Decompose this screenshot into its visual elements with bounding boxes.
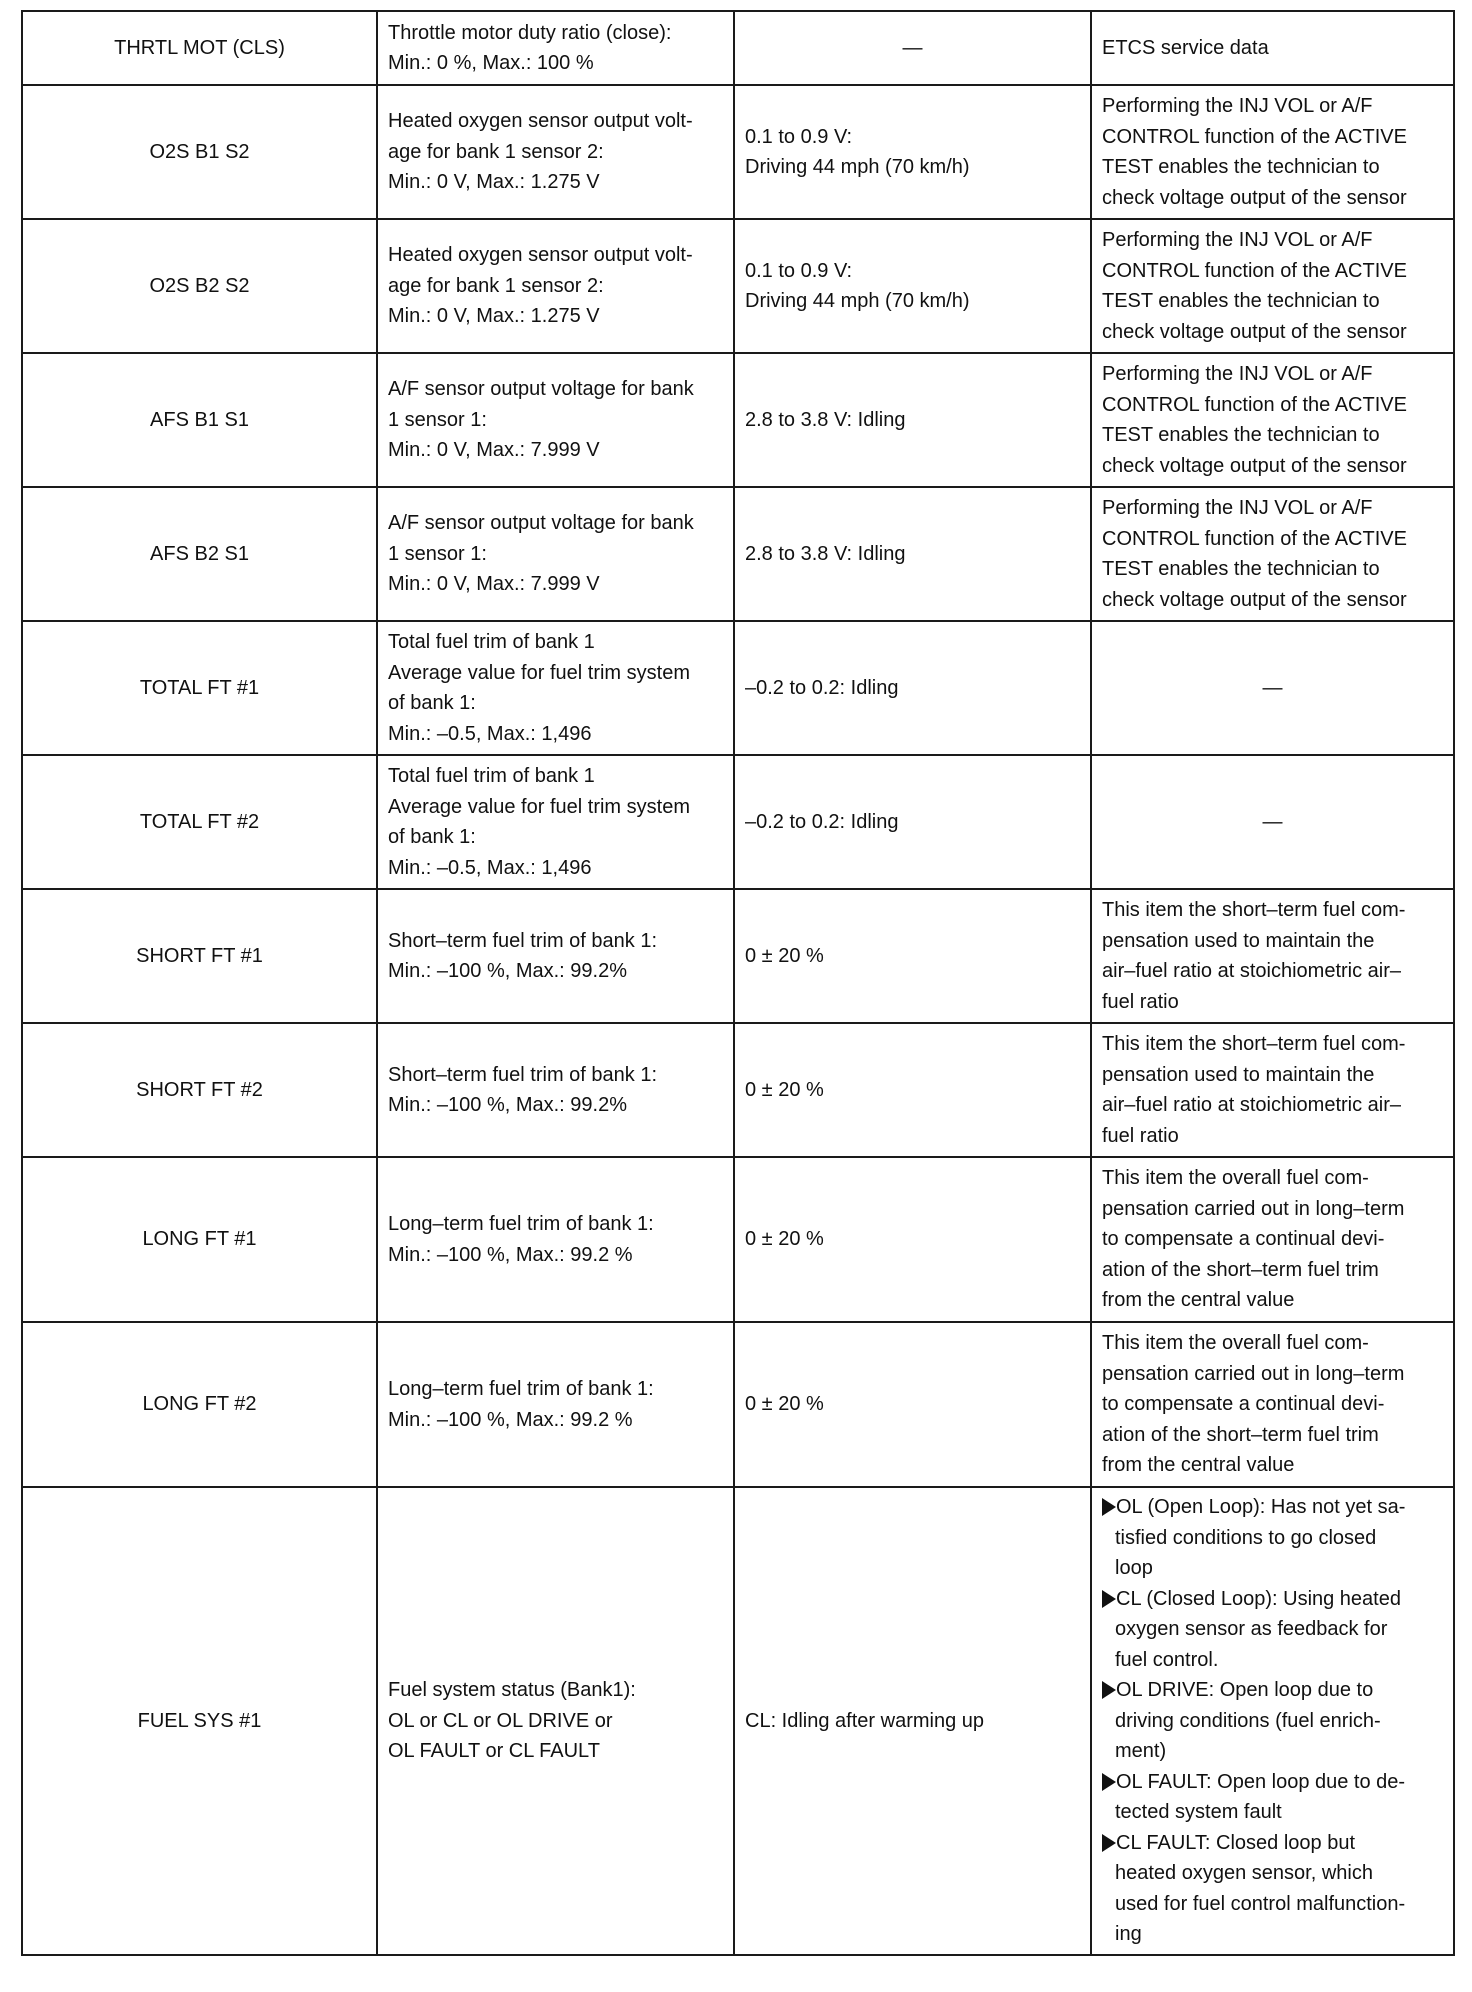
measurement-item-line: of bank 1: xyxy=(388,692,476,714)
table-row xyxy=(22,1487,1454,1955)
diagnostic-note-cell xyxy=(1091,219,1454,353)
measurement-item-cell xyxy=(377,1023,734,1157)
measurement-item-line: Min.: 0 V, Max.: 7.999 V xyxy=(388,439,600,462)
normal-condition-cell xyxy=(734,1322,1091,1487)
diagnostic-note-cell xyxy=(1091,1157,1454,1322)
diagnostic-note-line: ation of the short–term fuel trim xyxy=(1102,1258,1379,1281)
bullet-item-continuation xyxy=(1102,1614,1443,1645)
bullet-text: ment) xyxy=(1115,1740,1167,1763)
diagnostic-note-line: Performing the INJ VOL or A/F xyxy=(1102,497,1373,519)
normal-condition-line: Driving 44 mph (70 km/h) xyxy=(745,156,970,178)
diagnostic-note-line: This item the short–term fuel com- xyxy=(1102,899,1406,921)
normal-condition-line: 0 ± 20 % xyxy=(745,1228,824,1251)
table-row xyxy=(22,1023,1454,1157)
item-name: THRTL MOT (CLS) xyxy=(114,36,285,59)
diagnostic-note-line: This item the overall fuel com- xyxy=(1102,1167,1369,1190)
diagnostic-note-line: CONTROL function of the ACTIVE xyxy=(1102,125,1407,148)
diagnostic-note-line: TEST enables the technician to xyxy=(1102,424,1380,446)
item-name-cell xyxy=(22,353,377,487)
table-row xyxy=(22,353,1454,487)
diagnostic-note-line: TEST enables the technician to xyxy=(1102,290,1380,312)
item-name-cell xyxy=(22,1023,377,1157)
measurement-item-line: Min.: –100 %, Max.: 99.2 % xyxy=(388,1243,633,1266)
diagnostic-note-cell xyxy=(1091,889,1454,1023)
bullet-item-continuation xyxy=(1102,1645,1443,1676)
bullet-item-continuation xyxy=(1102,1858,1443,1889)
item-name: TOTAL FT #2 xyxy=(139,810,260,833)
triangle-bullet-icon xyxy=(1102,1681,1116,1699)
item-name: SHORT FT #1 xyxy=(136,944,263,967)
normal-condition-line: 2.8 to 3.8 V: Idling xyxy=(745,542,906,565)
normal-condition-line: 0 ± 20 % xyxy=(745,1078,824,1101)
diagnostic-note-line: Performing the INJ VOL or A/F xyxy=(1102,363,1373,385)
item-name-cell xyxy=(22,755,377,889)
diagnostic-note-line: — xyxy=(1262,676,1283,699)
normal-condition-line: 0 ± 20 % xyxy=(745,1393,824,1416)
bullet-item xyxy=(1102,1584,1443,1615)
normal-condition-line: 0.1 to 0.9 V: xyxy=(745,125,853,148)
measurement-item-line: age for bank 1 sensor 2: xyxy=(388,274,604,297)
diagnostic-note-line: TEST enables the technician to xyxy=(1102,156,1380,178)
measurement-item-line: Short–term fuel trim of bank 1: xyxy=(388,1063,658,1086)
measurement-item-line: Long–term fuel trim of bank 1: xyxy=(388,1378,654,1400)
diagnostic-note-line: check voltage output of the sensor xyxy=(1102,186,1407,209)
diagnostic-note-cell xyxy=(1091,353,1454,487)
diagnostic-note-cell xyxy=(1091,487,1454,621)
normal-condition-line: –0.2 to 0.2: Idling xyxy=(745,676,899,699)
diagnostic-note-cell xyxy=(1091,621,1454,755)
measurement-item-line: Min.: 0 V, Max.: 1.275 V xyxy=(388,305,600,328)
item-name: LONG FT #2 xyxy=(142,1393,257,1416)
measurement-item-line: Short–term fuel trim of bank 1: xyxy=(388,929,658,952)
bullet-text: heated oxygen sensor, which xyxy=(1115,1862,1373,1885)
normal-condition-cell xyxy=(734,1023,1091,1157)
measurement-item-line: OL FAULT or CL FAULT xyxy=(388,1740,600,1763)
measurement-item-line: Average value for fuel trim system xyxy=(388,795,690,818)
measurement-item-line: Heated oxygen sensor output volt- xyxy=(388,244,693,267)
triangle-bullet-icon xyxy=(1102,1590,1116,1608)
measurement-item-cell xyxy=(377,755,734,889)
bullet-item-continuation xyxy=(1102,1889,1443,1920)
bullet-item-continuation xyxy=(1102,1736,1443,1767)
normal-condition-line: 2.8 to 3.8 V: Idling xyxy=(745,408,906,431)
diagnostic-note-line: pensation used to maintain the xyxy=(1102,1063,1375,1086)
measurement-item-cell xyxy=(377,219,734,353)
normal-condition-cell xyxy=(734,85,1091,219)
triangle-bullet-icon xyxy=(1102,1773,1116,1791)
diagnostic-note-line: — xyxy=(1262,810,1283,833)
diagnostic-note-line: fuel ratio xyxy=(1102,990,1179,1013)
table-body xyxy=(22,11,1454,1955)
item-name: O2S B2 S2 xyxy=(149,274,250,297)
diagnostic-note-line: check voltage output of the sensor xyxy=(1102,588,1407,611)
measurement-item-cell xyxy=(377,487,734,621)
diagnostic-note-line: TEST enables the technician to xyxy=(1102,558,1380,580)
bullet-text: driving conditions (fuel enrich- xyxy=(1115,1709,1381,1732)
normal-condition-cell xyxy=(734,1487,1091,1955)
normal-condition-line: Driving 44 mph (70 km/h) xyxy=(745,290,970,312)
diagnostic-note-line: to compensate a continual devi- xyxy=(1102,1393,1385,1416)
measurement-item-line: A/F sensor output voltage for bank xyxy=(388,378,694,401)
bullet-text: oxygen sensor as feedback for xyxy=(1115,1618,1388,1641)
data-list-table xyxy=(21,10,1455,1956)
diagnostic-note-line: ETCS service data xyxy=(1102,36,1269,59)
measurement-item-cell xyxy=(377,1322,734,1487)
item-name-cell xyxy=(22,621,377,755)
diagnostic-note-line: from the central value xyxy=(1102,1289,1295,1312)
triangle-bullet-icon xyxy=(1102,1834,1116,1852)
table-row xyxy=(22,621,1454,755)
measurement-item-line: Min.: 0 V, Max.: 7.999 V xyxy=(388,573,600,596)
table-row xyxy=(22,219,1454,353)
normal-condition-line: 0 ± 20 % xyxy=(745,944,824,967)
bullet-item xyxy=(1102,1767,1443,1798)
measurement-item-line: Long–term fuel trim of bank 1: xyxy=(388,1213,654,1235)
bullet-text: tected system fault xyxy=(1115,1801,1282,1824)
diagnostic-note-cell xyxy=(1091,85,1454,219)
normal-condition-cell xyxy=(734,219,1091,353)
diagnostic-note-cell xyxy=(1091,755,1454,889)
item-name-cell xyxy=(22,1322,377,1487)
measurement-item-cell xyxy=(377,85,734,219)
normal-condition-cell xyxy=(734,487,1091,621)
item-name: TOTAL FT #1 xyxy=(139,676,260,699)
measurement-item-line: Min.: –0.5, Max.: 1,496 xyxy=(388,722,592,745)
bullet-item xyxy=(1102,1828,1443,1859)
measurement-item-line: 1 sensor 1: xyxy=(388,542,487,565)
measurement-item-cell xyxy=(377,1157,734,1322)
diagnostic-note-line: pensation carried out in long–term xyxy=(1102,1197,1405,1220)
item-name: LONG FT #1 xyxy=(142,1228,257,1251)
bullet-item-continuation xyxy=(1102,1553,1443,1584)
bullet-item-continuation xyxy=(1102,1523,1443,1554)
bullet-item-continuation xyxy=(1102,1919,1443,1950)
item-name-cell xyxy=(22,219,377,353)
measurement-item-line: Min.: –100 %, Max.: 99.2% xyxy=(388,960,628,982)
measurement-item-cell xyxy=(377,1487,734,1955)
table-row xyxy=(22,85,1454,219)
measurement-item-line: age for bank 1 sensor 2: xyxy=(388,140,604,163)
item-name: SHORT FT #2 xyxy=(136,1078,263,1101)
diagnostic-note-line: CONTROL function of the ACTIVE xyxy=(1102,393,1407,416)
diagnostic-note-line: air–fuel ratio at stoichiometric air– xyxy=(1102,960,1402,982)
bullet-text: loop xyxy=(1115,1557,1153,1580)
triangle-bullet-icon xyxy=(1102,1498,1116,1516)
bullet-text: fuel control. xyxy=(1115,1648,1219,1671)
item-name: FUEL SYS #1 xyxy=(137,1709,262,1732)
measurement-item-line: Min.: 0 %, Max.: 100 % xyxy=(388,52,594,74)
bullet-text: OL FAULT: Open loop due to de- xyxy=(1116,1770,1406,1793)
diagnostic-note-cell xyxy=(1091,1322,1454,1487)
diagnostic-note-line: Performing the INJ VOL or A/F xyxy=(1102,229,1373,251)
normal-condition-cell xyxy=(734,889,1091,1023)
diagnostic-note-cell xyxy=(1091,1487,1454,1955)
table-row xyxy=(22,1322,1454,1487)
measurement-item-line: Heated oxygen sensor output volt- xyxy=(388,110,693,133)
diagnostic-note-line: This item the overall fuel com- xyxy=(1102,1332,1369,1355)
table-row xyxy=(22,1157,1454,1322)
measurement-item-line: Total fuel trim of bank 1 xyxy=(388,631,595,653)
table-row xyxy=(22,755,1454,889)
normal-condition-cell xyxy=(734,1157,1091,1322)
measurement-item-cell xyxy=(377,889,734,1023)
diagnostic-note-cell xyxy=(1091,1023,1454,1157)
table-row xyxy=(22,487,1454,621)
measurement-item-line: A/F sensor output voltage for bank xyxy=(388,512,694,535)
normal-condition-cell xyxy=(734,621,1091,755)
item-name: AFS B1 S1 xyxy=(150,408,249,431)
diagnostic-note-line: CONTROL function of the ACTIVE xyxy=(1102,259,1407,282)
measurement-item-line: OL or CL or OL DRIVE or xyxy=(388,1709,613,1732)
diagnostic-note-cell xyxy=(1091,11,1454,85)
measurement-item-line: Average value for fuel trim system xyxy=(388,661,690,684)
measurement-item-line: Min.: –100 %, Max.: 99.2% xyxy=(388,1094,628,1116)
item-name-cell xyxy=(22,487,377,621)
measurement-item-line: 1 sensor 1: xyxy=(388,408,487,431)
normal-condition-line: –0.2 to 0.2: Idling xyxy=(745,810,899,833)
item-name-cell xyxy=(22,11,377,85)
diagnostic-note-line: air–fuel ratio at stoichiometric air– xyxy=(1102,1094,1402,1116)
normal-condition-cell xyxy=(734,11,1091,85)
diagnostic-note-line: This item the short–term fuel com- xyxy=(1102,1033,1406,1055)
diagnostic-note-line: from the central value xyxy=(1102,1454,1295,1477)
bullet-text: tisfied conditions to go closed xyxy=(1115,1526,1377,1549)
normal-condition-line: 0.1 to 0.9 V: xyxy=(745,259,853,282)
bullet-text: CL (Closed Loop): Using heated xyxy=(1116,1587,1401,1610)
diagnostic-note-line: pensation used to maintain the xyxy=(1102,929,1375,952)
item-name-cell xyxy=(22,85,377,219)
diagnostic-note-line: fuel ratio xyxy=(1102,1124,1179,1147)
measurement-item-line: Throttle motor duty ratio (close): xyxy=(388,21,672,44)
item-name-cell xyxy=(22,1157,377,1322)
normal-condition-line: — xyxy=(902,36,923,59)
bullet-text: OL DRIVE: Open loop due to xyxy=(1116,1679,1374,1702)
measurement-item-line: Min.: 0 V, Max.: 1.275 V xyxy=(388,171,600,194)
bullet-item-continuation xyxy=(1102,1797,1443,1828)
diagnostic-note-line: to compensate a continual devi- xyxy=(1102,1228,1385,1251)
normal-condition-cell xyxy=(734,755,1091,889)
item-name-cell xyxy=(22,1487,377,1955)
table-row xyxy=(22,889,1454,1023)
bullet-text: ing xyxy=(1115,1923,1142,1946)
measurement-item-cell xyxy=(377,11,734,85)
table-row xyxy=(22,11,1454,85)
bullet-text: CL FAULT: Closed loop but xyxy=(1116,1831,1356,1854)
item-name: AFS B2 S1 xyxy=(150,542,249,565)
measurement-item-line: Total fuel trim of bank 1 xyxy=(388,765,595,787)
diagnostic-note-line: CONTROL function of the ACTIVE xyxy=(1102,527,1407,550)
bullet-item xyxy=(1102,1492,1443,1523)
item-name-cell xyxy=(22,889,377,1023)
item-name: O2S B1 S2 xyxy=(149,140,250,163)
diagnostic-note-line: Performing the INJ VOL or A/F xyxy=(1102,95,1373,117)
diagnostic-note-line: check voltage output of the sensor xyxy=(1102,454,1407,477)
normal-condition-cell xyxy=(734,353,1091,487)
measurement-item-line: Min.: –0.5, Max.: 1,496 xyxy=(388,856,592,879)
bullet-item-continuation xyxy=(1102,1706,1443,1737)
measurement-item-line: Min.: –100 %, Max.: 99.2 % xyxy=(388,1408,633,1431)
measurement-item-line: of bank 1: xyxy=(388,826,476,848)
measurement-item-cell xyxy=(377,621,734,755)
normal-condition-line: CL: Idling after warming up xyxy=(745,1709,985,1732)
bullet-text: used for fuel control malfunction- xyxy=(1115,1892,1406,1915)
diagnostic-note-line: check voltage output of the sensor xyxy=(1102,320,1407,343)
diagnostic-note-line: ation of the short–term fuel trim xyxy=(1102,1423,1379,1446)
measurement-item-cell xyxy=(377,353,734,487)
bullet-text: OL (Open Loop): Has not yet sa- xyxy=(1116,1496,1406,1519)
diagnostic-note-line: pensation carried out in long–term xyxy=(1102,1362,1405,1385)
measurement-item-line: Fuel system status (Bank1): xyxy=(388,1679,636,1702)
bullet-item xyxy=(1102,1675,1443,1706)
